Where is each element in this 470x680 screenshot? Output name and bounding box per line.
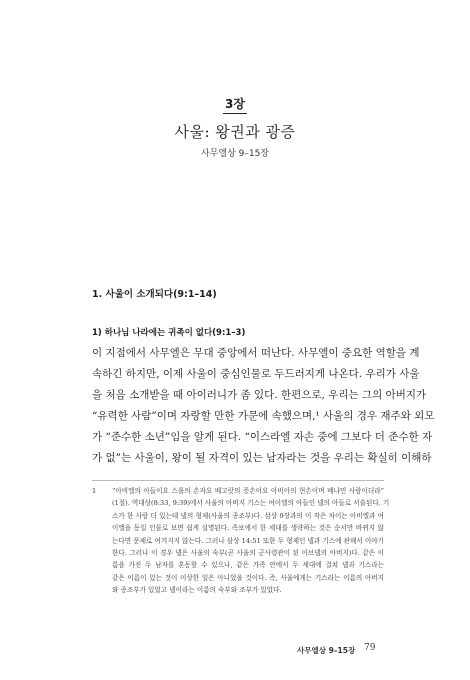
footnote-line: 같은 이름이 있는 것이 이상한 일은 아니었을 것이다. 즉, 사울에게는 기스라는 이름의 아버지	[112, 573, 384, 582]
body-line: 이 지점에서 사무엘은 무대 중앙에서 떠난다. 사무엘이 중요한 역할을 계	[92, 347, 420, 359]
body-line: 가 없”는 사울이, 왕이 될 자격이 있는 남자라는 것을 우리는 확실히 이해하	[92, 452, 432, 464]
footnote-divider	[92, 480, 384, 481]
body-line: 속하긴 하지만, 이제 사울이 중심인물로 두드러지게 나온다. 우리가 사울	[92, 368, 420, 380]
chapter-number-underline	[223, 113, 247, 114]
footnote-line: 스가 한 사람 더 있는데 넬의 형제(사울의 종조부)다. 삼상 9장과의 이 작은 차이는 아비엘과 여	[112, 511, 384, 520]
footnote-number: 1	[92, 487, 97, 495]
footnote-line: “아비엘의 아들이요 스롤의 손자요 베고랏의 증손이요 아비아의 현손이며 베냐민 사람이더라”	[112, 487, 384, 495]
body-paragraph	[92, 343, 435, 469]
page-number: 79	[364, 643, 376, 653]
section-heading: 1. 사울이 소개되다(9:1–14)	[92, 289, 217, 300]
running-footer: 사무엘상 9–15장	[297, 646, 356, 655]
body-line: 가 “준수한 소년”임을 알게 된다. “이스라엘 자손 중에 그보다 더 준수한 자	[92, 431, 433, 443]
section-subheading: 1) 하나님 나라에는 귀족이 없다(9:1–3)	[92, 328, 246, 338]
footnote-line: 이엘을 동일 인물로 보면 쉽게 설명된다. 족보에서 한 세대를 생략하는 것은 순서만 바뀌지 않	[112, 524, 384, 533]
chapter-number: 3장	[225, 97, 245, 111]
footnote-text	[112, 485, 390, 597]
chapter-subtitle: 사무엘상 9–15장	[200, 149, 269, 159]
footnote-line: 와 종조부가 있었고 넬이라는 이름의 숙부와 조부가 있었다.	[112, 586, 282, 595]
footnote-line: 름을 가진 두 남자를 혼동할 수 있으나, 같은 가족 안에서 두 세대에 걸쳐 넬과 기스라는	[112, 561, 384, 570]
body-line: 을 처음 소개받을 때 아이러니가 좀 있다. 한편으로, 우리는 그의 아버지가	[92, 389, 427, 401]
footnote	[92, 485, 390, 597]
footnote-line: (1절). 역대상(8:33, 9:39)에서 사울의 아버지 기스는 여이엘의 아들인 넬의 아들로 서술된다. 기	[112, 499, 390, 508]
body-line: “유력한 사람”이며 자랑할 만한 가문에 속했으며,¹ 사울의 경우 재주와 외모	[92, 410, 435, 422]
footnote-line: 는다면 문제로 여겨지지 않는다. 그러나 삼상 14:51 또한 두 형제인 넬과 기스에 관해서 이야기	[112, 536, 384, 545]
footnote-line: 한다. 그러나 이 경우 넬은 사울의 숙부(곧 사울의 군사령관이 된 아브넬의 아버지)다. 같은 이	[112, 549, 384, 558]
chapter-title: 사울: 왕권과 광증	[174, 123, 296, 141]
